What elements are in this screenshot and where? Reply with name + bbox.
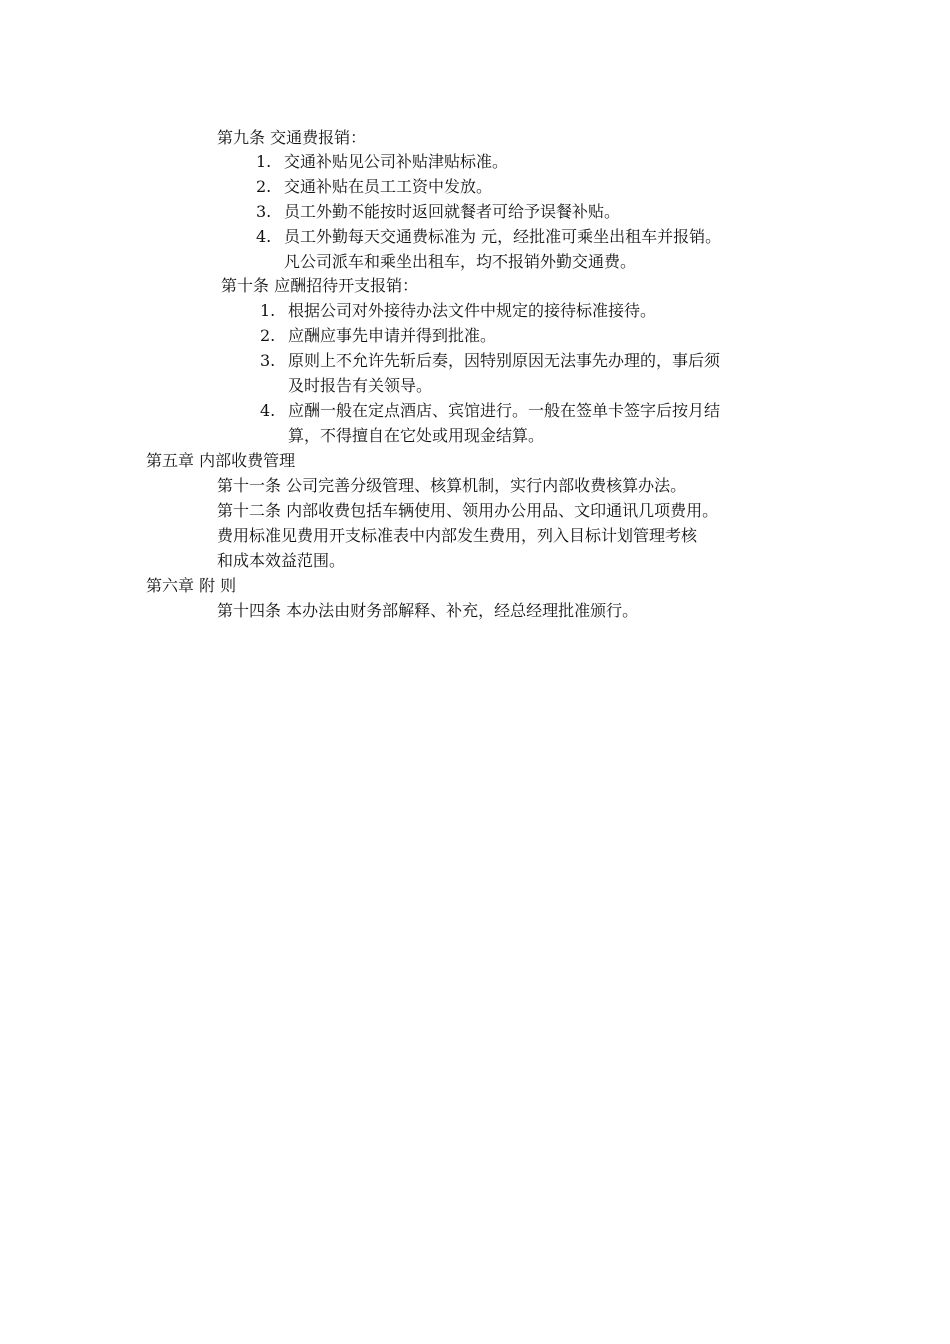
chapter-5-heading: 第五章 内部收费管理	[146, 451, 296, 470]
list-item	[256, 175, 492, 199]
list-item	[260, 324, 496, 348]
article-10-heading: 第十条 应酬招待开支报销：	[221, 276, 419, 295]
item-text: 交通补贴在员工工资中发放。	[284, 177, 493, 196]
article-12-line-1: 第十二条 内部收费包括车辆使用、领用办公用品、文印通讯几项费用。	[217, 501, 719, 520]
item-continuation: 算，不得擅自在它处或用现金结算。	[288, 426, 545, 445]
item-text: 员工外勤不能按时返回就餐者可给予误餐补贴。	[284, 202, 621, 221]
list-item	[260, 299, 656, 323]
list-item	[256, 150, 508, 174]
item-number: 3.	[256, 202, 272, 221]
list-item	[260, 399, 720, 423]
article-12-line-2: 费用标准见费用开支标准表中内部发生费用，列入目标计划管理考核	[217, 526, 698, 545]
list-item	[256, 225, 721, 249]
article-11: 第十一条 公司完善分级管理、核算机制，实行内部收费核算办法。	[217, 476, 687, 495]
chapter-6-heading: 第六章 附 则	[146, 576, 237, 595]
item-text: 根据公司对外接待办法文件中规定的接待标准接待。	[288, 301, 657, 320]
item-number: 4.	[256, 227, 272, 246]
item-continuation: 凡公司派车和乘坐出租车，均不报销外勤交通费。	[284, 252, 637, 271]
article-9-heading: 第九条 交通费报销：	[217, 128, 367, 147]
item-text: 原则上不允许先斩后奏，因特别原因无法事先办理的，事后须	[288, 351, 721, 370]
item-continuation: 及时报告有关领导。	[288, 376, 433, 395]
article-12-line-3: 和成本效益范围。	[217, 551, 346, 570]
item-text: 应酬一般在定点酒店、宾馆进行。一般在签单卡签字后按月结	[288, 401, 721, 420]
list-item	[256, 200, 620, 224]
item-text: 交通补贴见公司补贴津贴标准。	[284, 152, 509, 171]
item-text: 应酬应事先申请并得到批准。	[288, 326, 497, 345]
item-number: 4.	[260, 401, 276, 420]
item-number: 2.	[260, 326, 276, 345]
item-text: 员工外勤每天交通费标准为 元，经批准可乘坐出租车并报销。	[284, 227, 722, 246]
article-14: 第十四条 本办法由财务部解释、补充，经总经理批准颁行。	[217, 601, 639, 620]
item-number: 2.	[256, 177, 272, 196]
item-number: 3.	[260, 351, 276, 370]
item-number: 1.	[256, 152, 272, 171]
item-number: 1.	[260, 301, 276, 320]
list-item	[260, 349, 720, 373]
